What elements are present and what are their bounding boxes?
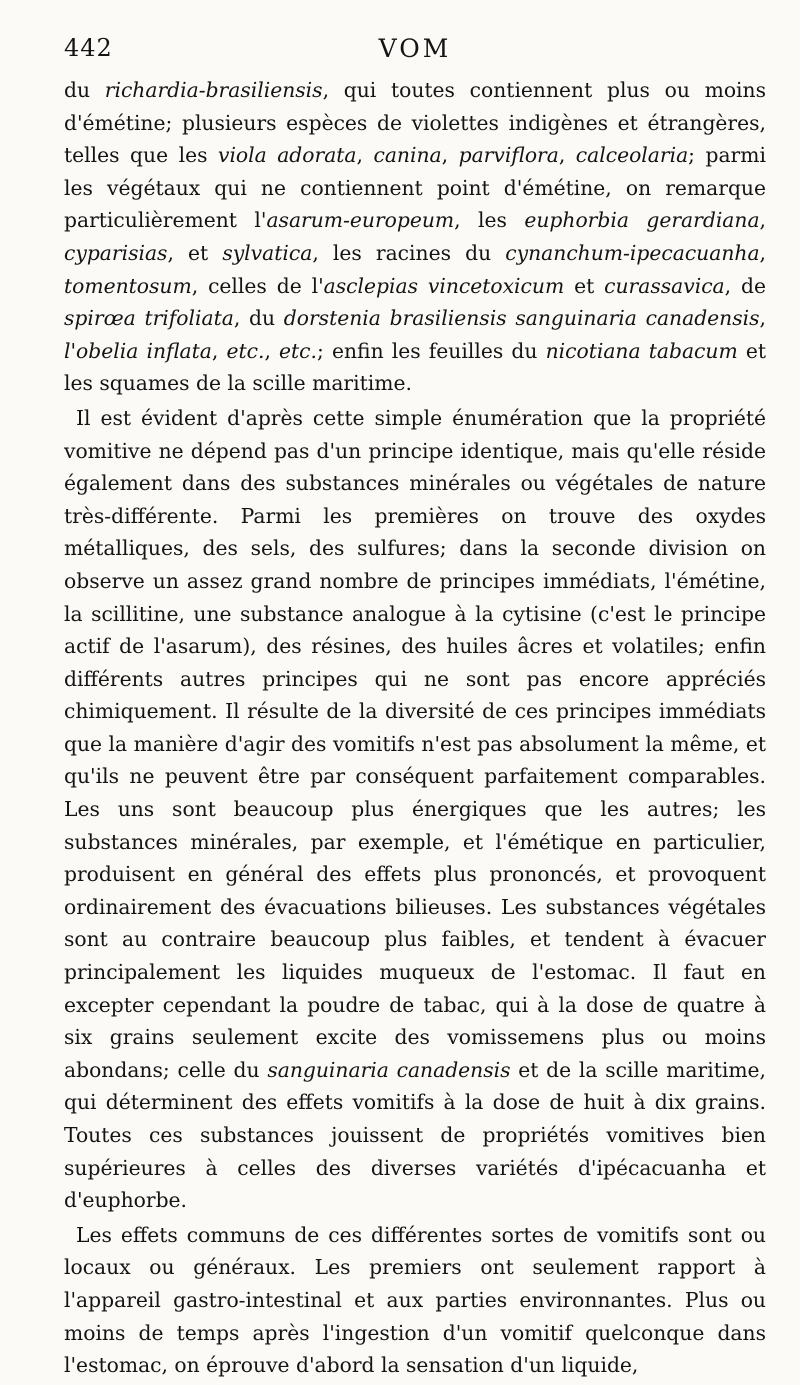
text-run: ; parmi les végétaux qui ne contiennent point d'émétine, on remarque particulièrement l' bbox=[64, 143, 766, 233]
text-run: , de bbox=[724, 273, 766, 298]
text-run: , bbox=[441, 143, 459, 168]
text-run: , les bbox=[454, 208, 525, 233]
text-run: et les squames de la scille maritime. bbox=[64, 338, 766, 396]
paragraph bbox=[64, 1219, 766, 1382]
text-run: Les effets communs de ces différentes sortes de vomitifs sont ou locaux ou généraux. Les premiers ont seulement rapport à l'appareil gastro-intestinal et aux parties environnantes. Plus ou moins de temps après l'ingestion d'un vomitif quelconque dans l'estomac, on éprouve d'abord la sensation d'un liquide, bbox=[64, 1222, 766, 1378]
text-run: , bbox=[759, 240, 766, 265]
italic-term: euphorbia gerardiana bbox=[524, 208, 760, 233]
italic-term: cynanchum-ipecacuanha bbox=[505, 240, 760, 265]
text-run: , bbox=[356, 143, 374, 168]
body-text bbox=[64, 74, 766, 1382]
italic-term: asclepias vincetoxicum bbox=[323, 273, 565, 298]
text-run: , du bbox=[233, 306, 284, 331]
text-run: , celles de l' bbox=[191, 273, 324, 298]
paragraph bbox=[64, 402, 766, 1217]
italic-term: nicotiana tabacum bbox=[545, 338, 738, 363]
italic-term: calceolaria bbox=[575, 143, 689, 168]
text-run: , bbox=[759, 306, 766, 331]
italic-term: etc. bbox=[279, 338, 317, 363]
text-run: et bbox=[564, 273, 605, 298]
text-run: , qui toutes contiennent plus ou moins d'émétine; plusieurs espèces de violettes indigènes et étrangères, telles que les bbox=[64, 78, 766, 168]
text-run: , bbox=[759, 208, 766, 233]
italic-term: richardia-brasiliensis bbox=[104, 78, 323, 102]
italic-term: spirœa trifoliata bbox=[64, 306, 234, 331]
page-number: 442 bbox=[64, 34, 113, 62]
text-run: du bbox=[64, 78, 105, 102]
paragraph bbox=[64, 74, 766, 400]
italic-term: parviflora bbox=[458, 143, 559, 168]
page-header bbox=[64, 30, 766, 74]
italic-term: sanguinaria canadensis bbox=[267, 1057, 511, 1082]
italic-term: cyparisias bbox=[64, 240, 168, 265]
italic-term: asarum-europeum bbox=[266, 208, 455, 233]
italic-term: canina bbox=[373, 143, 442, 168]
text-run: ; enfin les feuilles du bbox=[317, 338, 546, 363]
text-run: , bbox=[211, 338, 227, 363]
running-title: VOM bbox=[378, 34, 452, 63]
italic-term: tomentosum bbox=[64, 273, 192, 298]
italic-term: sylvatica bbox=[222, 240, 313, 265]
text-run: Il est évident d'après cette simple énumération que la propriété vomitive ne dépend pas d'un principe identique, mais qu'elle réside également dans des substances minérales ou végétales de nature très-différente. Parmi les premières on trouve des oxydes métalliques, des sels, des sulfures; dans la seconde division on observe un assez grand nombre de principes immédiats, l'émétine, la scillitine, une substance analogue à la cytisine (c'est le principe actif de l'asarum), des résines, des huiles âcres et volatiles; enfin différents autres principes qui ne sont pas encore appréciés chimiquement. Il résulte de la diversité de ces principes immédiats que la manière d'agir des vomitifs n'est pas absolument la même, et qu'ils ne peuvent être par conséquent parfaitement comparables. Les uns sont beaucoup plus énergiques que les autres; les substances minérales, par exemple, et l'émétique en particulier, produisent en général des effets plus prononcés, et provoquent ordinairement des évacuations bilieuses. Les substances végétales sont au contraire beaucoup plus faibles, et tendent à évacuer principalement les liquides muqueux de l'estomac. Il faut en excepter cependant la poudre de tabac, qui à la dose de quatre à six grains seulement excite des vomissemens plus ou moins abondans; celle du bbox=[64, 405, 766, 1082]
italic-term: l'obelia inflata bbox=[64, 338, 212, 363]
italic-term: dorstenia brasiliensis sanguinaria canadensis bbox=[283, 306, 760, 331]
text-run: , les racines du bbox=[312, 240, 506, 265]
italic-term: curassavica bbox=[604, 273, 725, 298]
text-run: , bbox=[558, 143, 576, 168]
text-run: , bbox=[264, 338, 280, 363]
text-run: , et bbox=[167, 240, 223, 265]
text-run: et de la scille maritime, qui déterminent des effets vomitifs à la dose de huit à dix grains. Toutes ces substances jouissent de propriétés vomitives bien supérieures à celles des diverses variétés d'ipécacuanha et d'euphorbe. bbox=[64, 1057, 767, 1213]
italic-term: viola adorata bbox=[217, 143, 357, 168]
italic-term: etc. bbox=[226, 338, 265, 363]
